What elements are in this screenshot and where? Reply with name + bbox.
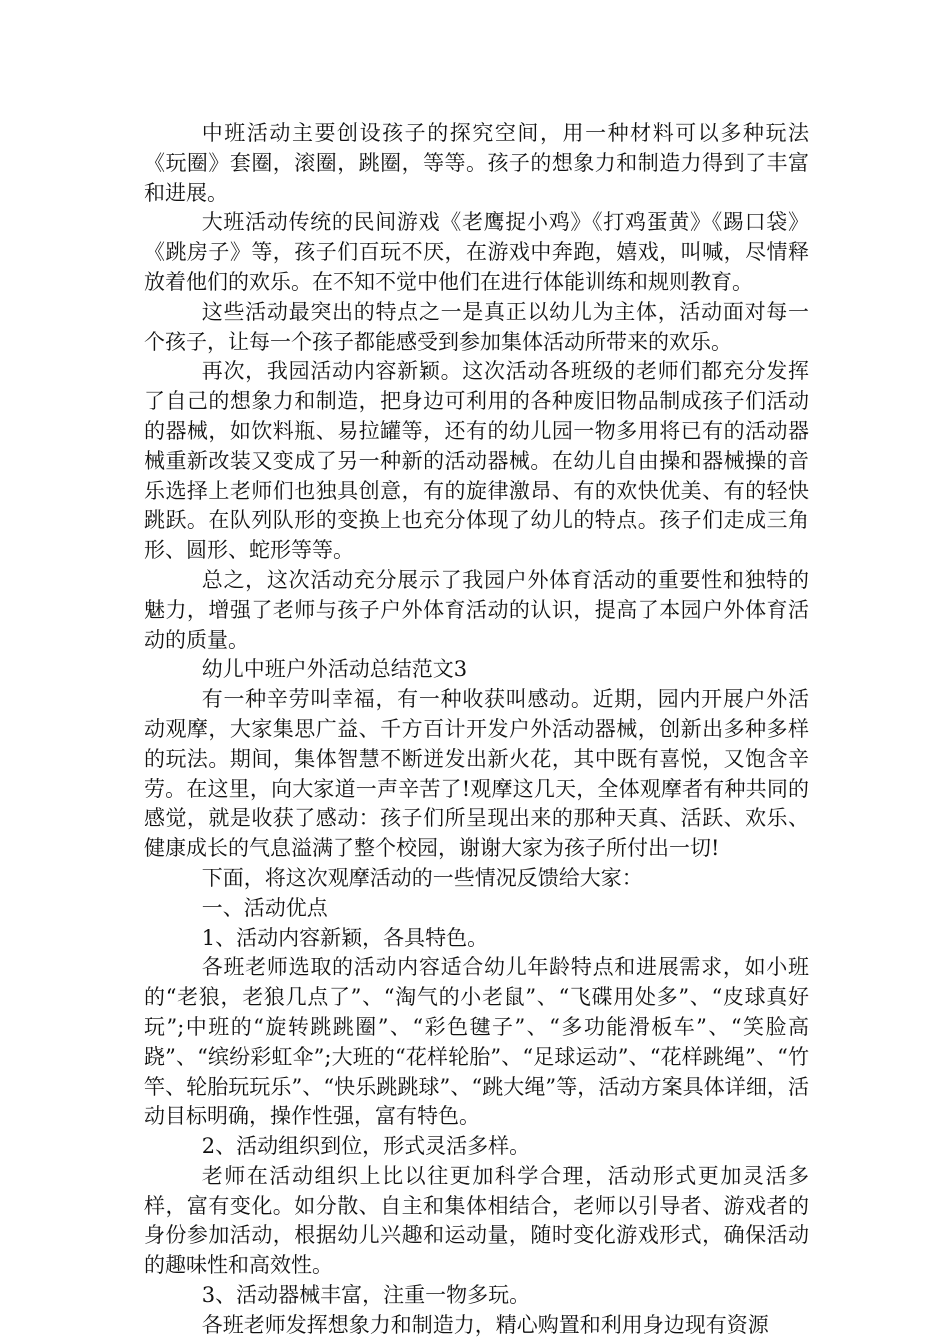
heading-activity-strengths: 一、活动优点 [201, 895, 328, 920]
paragraph-middle-class-activities: 中班活动主要创设孩子的探究空间，用一种材料可以多种玩法《玩圈》套圈，滚圈，跳圈，等等。孩子的想象力和制造力得到了丰富和进展。 [144, 121, 809, 205]
paragraph-point-1: 各班老师选取的活动内容适合幼儿年龄特点和进展需求，如小班的“老狼，老狼几点了”、“淘气的小老鼠”、“飞碟用处多”、“皮球真好玩”;中班的“旋转跳跳圈”、“彩色毽子”、“多功能滑板车”、“笑脸高跷”、“缤纷彩虹伞”;大班的“花样轮胎”、“足球运动”、“花样跳绳”、“竹竿、轮胎玩玩乐”、“快乐跳跳球”、“跳大绳”等，活动方案具体详细，活动目标明确，操作性强，富有特色。 [144, 955, 809, 1129]
paragraph-novel-content: 再次，我园活动内容新颖。这次活动各班级的老师们都充分发挥了自己的想象力和制造，把身边可利用的各种废旧物品制成孩子们活动的器械，如饮料瓶、易拉罐等，还有的幼儿园一物多用将已有的活动器械重新改装又变成了另一种新的活动器械。在幼儿自由操和器械操的音乐选择上老师们也独具创意，有的旋律激昂、有的欢快优美、有的轻快跳跃。在队列队形的变换上也充分体现了幼儿的特点。孩子们走成三角形、圆形、蛇形等等。 [144, 359, 809, 563]
subheading-point-2: 2、活动组织到位，形式灵活多样。 [201, 1134, 531, 1159]
paragraph-point-2: 老师在活动组织上比以往更加科学合理，活动形式更加灵活多样，富有变化。如分散、自主和集体相结合，老师以引导者、游戏者的身份参加活动，根据幼儿兴趣和运动量，随时变化游戏形式，确保活动的趣味性和高效性。 [144, 1163, 809, 1278]
paragraph-senior-class-games: 大班活动传统的民间游戏《老鹰捉小鸡》《打鸡蛋黄》《踢口袋》《跳房子》等，孩子们百玩不厌，在游戏中奔跑，嬉戏，叫喊，尽情释放着他们的欢乐。在不知不觉中他们在进行体能训练和规则教育。 [144, 210, 809, 294]
section-title: 幼儿中班户外活动总结范文3 [201, 657, 468, 682]
document-body [144, 119, 809, 1341]
subheading-point-1: 1、活动内容新颖，各具特色。 [201, 925, 489, 950]
paragraph-point-3: 各班老师发挥想象力和制造力，精心购置和利用身边现有资源 [201, 1312, 769, 1337]
paragraph-child-centered: 这些活动最突出的特点之一是真正以幼儿为主体，活动面对每一个孩子，让每一个孩子都能感受到参加集体活动所带来的欢乐。 [144, 299, 809, 354]
paragraph-intro-observation: 有一种辛劳叫幸福，有一种收获叫感动。近期，园内开展户外活动观摩，大家集思广益、千方百计开发户外活动器械，创新出多种多样的玩法。期间，集体智慧不断迸发出新火花，其中既有喜悦，又饱含辛劳。在这里，向大家道一声辛苦了!观摩这几天，全体观摩者有种共同的感觉，就是收获了感动：孩子们所呈现出来的那种天真、活跃、欢乐、健康成长的气息溢满了整个校园，谢谢大家为孩子所付出一切! [144, 687, 809, 861]
subheading-point-3: 3、活动器械丰富，注重一物多玩。 [201, 1283, 531, 1308]
paragraph-feedback-intro: 下面，将这次观摩活动的一些情况反馈给大家： [201, 865, 643, 890]
paragraph-conclusion: 总之，这次活动充分展示了我园户外体育活动的重要性和独特的魅力，增强了老师与孩子户外体育活动的认识，提高了本园户外体育活动的质量。 [144, 567, 809, 652]
